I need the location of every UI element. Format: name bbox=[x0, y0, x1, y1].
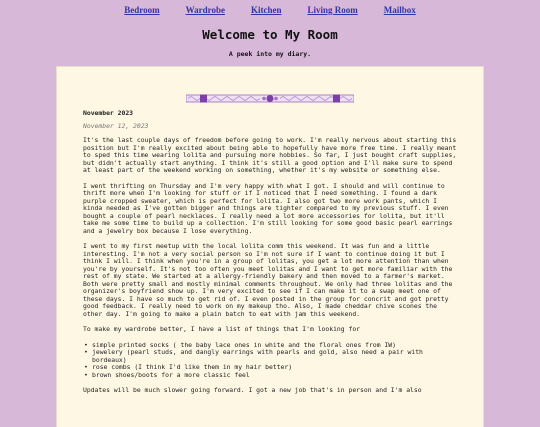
nav-link-mailbox[interactable]: Mailbox bbox=[383, 5, 416, 15]
entry-paragraph: Updates will be much slower going forward. I got a new job that's in person and I'm also bbox=[83, 386, 422, 394]
top-navigation bbox=[0, 5, 540, 15]
entry-paragraph: I went thrifting on Thursday and I'm very happy with what I got. I should and will continue to thrift more when I'm looking for stuff or if I noticed that I need something. I found a dark purple cropped sweater, which is perfect for lolita. I also got two more work pants, which I kinda needed as I've gotten bigger and things are tighter compared to my previous stuff. I even bought a couple of pearl necklaces. I really need a lot more accessories for lolita, but it'll take me some time to build up a collection. I'm still looking for some good basic pearl earrings and a jewelry box because I lose everything. bbox=[83, 181, 453, 235]
list-item: • rose combs (I think I'd like them in my hair better) bbox=[83, 364, 459, 372]
wishlist bbox=[83, 342, 459, 380]
entry-paragraph: I went to my first meetup with the local lolita comm this weekend. It was fun and a little interesting. I'm not a very social person so I'm not sure if I want to continue doing it but I think I will. I think when you're in a group of lolitas, you get a lot more attention than when you're by yourself. It's not too often you meet lolitas and I want to get more familiar with the rest of my state. We started at a allergy-friendly bakery and then moved to a farmer's market. Both were pretty small and mostly minimal comments throughout. We only had three lolitas and the organizer's boyfriend show up. I'm very excited to see if I can make it to a swap meet one of these days. I have so much to get rid of. I even posted in the group for concrit and got pretty good feedback. I really need to work on my makeup tho. Also, I made cheddar chive scones the other day. I'm going to make a plain batch to eat with jam this weekend. bbox=[83, 242, 453, 318]
entry-title: November 2023 bbox=[83, 109, 134, 117]
list-item: • jewelery (pearl studs, and dangly earrings with pearls and gold, also need a pair with bordeaux) bbox=[83, 349, 459, 364]
nav-link-living-room[interactable]: Living Room bbox=[307, 5, 358, 15]
nav-link-kitchen[interactable]: Kitchen bbox=[250, 5, 282, 15]
list-item: • brown shoes/boots for a more classic feel bbox=[83, 372, 459, 380]
page-title: Welcome to My Room bbox=[202, 27, 338, 42]
entry-paragraph: It's the last couple days of freedom before going to work. I'm really nervous about starting this position but I'm really excited about being able to hopefully have more free time. I really meant to sped this time wearing lolita and pursuing more hobbies. So far, I just bought craft supplies, but didn't actually start anything. I think it's still a good option and I'll make sure to spend at least part of the weekend working on something, whether it's my website or something else. bbox=[83, 136, 457, 174]
nav-link-bedroom[interactable]: Bedroom bbox=[124, 5, 160, 15]
diary-entry bbox=[83, 110, 459, 403]
nav-link-wardrobe[interactable]: Wardrobe bbox=[185, 5, 225, 15]
page-subtitle: A peek into my diary. bbox=[228, 50, 312, 58]
lace-ribbon-divider-icon bbox=[186, 94, 354, 103]
entry-date: November 12, 2023 bbox=[83, 121, 149, 130]
entry-paragraph: To make my wardrobe better, I have a list of things that I'm looking for bbox=[83, 325, 361, 333]
list-item: • simple printed socks ( the baby lace ones in white and the floral ones from IW) bbox=[83, 342, 459, 350]
